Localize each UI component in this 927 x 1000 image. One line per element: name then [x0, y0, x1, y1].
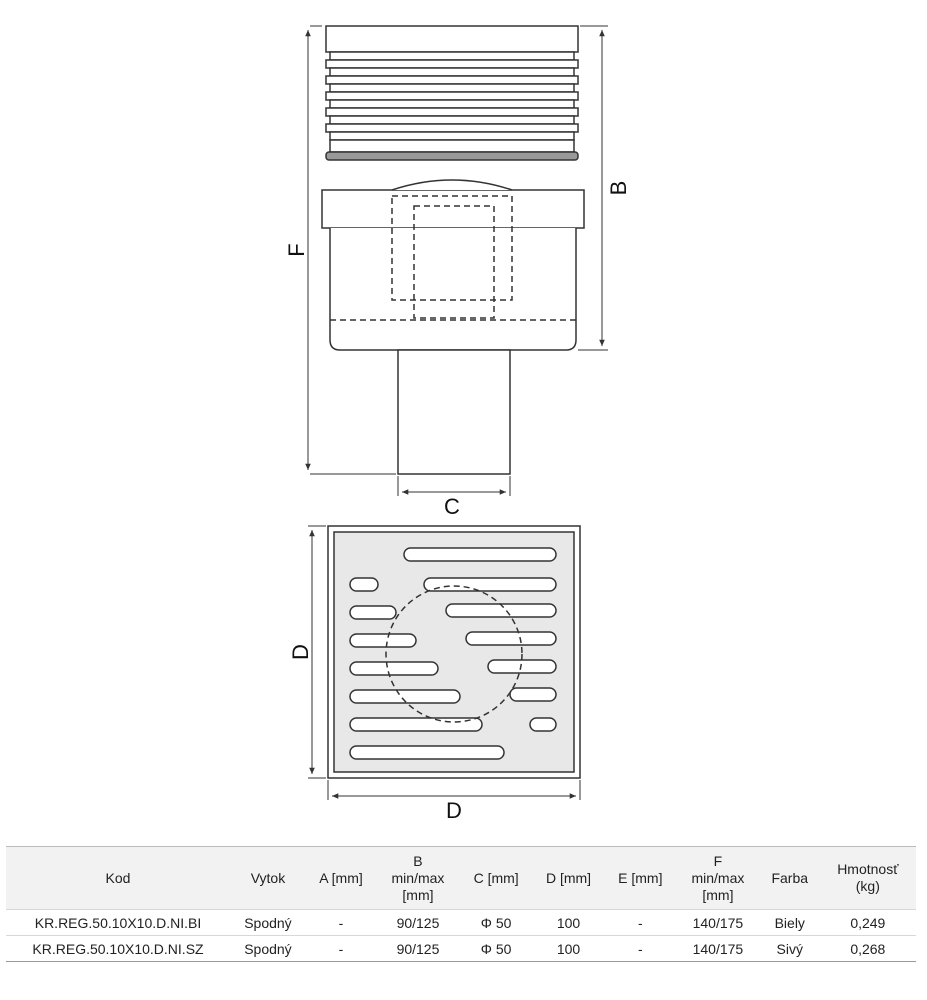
specification-table — [6, 846, 916, 962]
seal-ring — [326, 152, 578, 160]
header-text: Vytok — [250, 869, 286, 886]
cell-b: 90/125 — [376, 936, 460, 962]
header-text: F — [713, 852, 723, 869]
cell-f: 140/175 — [676, 910, 760, 936]
dimension-label-d-horizontal: D — [446, 798, 462, 823]
cell-e: - — [605, 910, 676, 936]
cell-d: 100 — [532, 936, 604, 962]
grate-plate — [334, 532, 574, 772]
header-text: A [mm] — [319, 869, 363, 886]
table-row — [6, 936, 916, 962]
header-c — [460, 847, 532, 910]
header-text: Farba — [771, 869, 809, 886]
dimension-b — [578, 26, 608, 350]
header-text: Kod — [105, 869, 131, 886]
cell-e: - — [605, 936, 676, 962]
cell-vytok: Spodný — [230, 910, 306, 936]
outlet-pipe — [398, 350, 510, 474]
cell-f: 140/175 — [676, 936, 760, 962]
table-header-row — [6, 847, 916, 910]
header-text: D [mm] — [545, 869, 592, 886]
cell-hmotnost: 0,268 — [820, 936, 916, 962]
drain-body — [322, 180, 584, 350]
header-hmotnost — [820, 847, 916, 910]
header-text: C [mm] — [473, 869, 519, 886]
header-text: B — [413, 852, 423, 869]
table-row — [6, 910, 916, 936]
header-text: [mm] — [702, 886, 734, 903]
dimension-label-d-vertical: D — [288, 644, 313, 660]
cell-c: Φ 50 — [460, 910, 532, 936]
header-a — [306, 847, 376, 910]
cell-a: - — [306, 936, 376, 962]
header-d — [532, 847, 604, 910]
cell-hmotnost: 0,249 — [820, 910, 916, 936]
header-farba — [760, 847, 820, 910]
dimension-c — [398, 476, 510, 496]
side-view — [322, 26, 584, 474]
header-text: min/max — [691, 869, 745, 886]
header-vytok — [230, 847, 306, 910]
dimension-label-c: C — [444, 494, 460, 519]
header-kod — [6, 847, 230, 910]
cell-c: Φ 50 — [460, 936, 532, 962]
dimension-label-f: F — [284, 243, 309, 257]
header-b — [376, 847, 460, 910]
dimension-label-b: B — [606, 180, 631, 196]
header-f — [676, 847, 760, 910]
cell-a: - — [306, 910, 376, 936]
cell-kod: KR.REG.50.10X10.D.NI.SZ — [6, 936, 230, 962]
header-text: (kg) — [855, 878, 880, 894]
cell-vytok: Spodný — [230, 936, 306, 962]
threaded-extension — [326, 26, 578, 160]
header-text: [mm] — [402, 886, 434, 903]
header-text: min/max — [391, 869, 445, 886]
header-text: E [mm] — [618, 869, 663, 886]
cell-kod: KR.REG.50.10X10.D.NI.BI — [6, 910, 230, 936]
cell-farba: Sivý — [760, 936, 820, 962]
dimension-d-horizontal — [328, 780, 580, 800]
cell-b: 90/125 — [376, 910, 460, 936]
cell-farba: Biely — [760, 910, 820, 936]
cell-d: 100 — [532, 910, 604, 936]
header-e — [605, 847, 676, 910]
header-text: Hmotnosť — [837, 861, 899, 877]
top-view — [328, 526, 580, 778]
